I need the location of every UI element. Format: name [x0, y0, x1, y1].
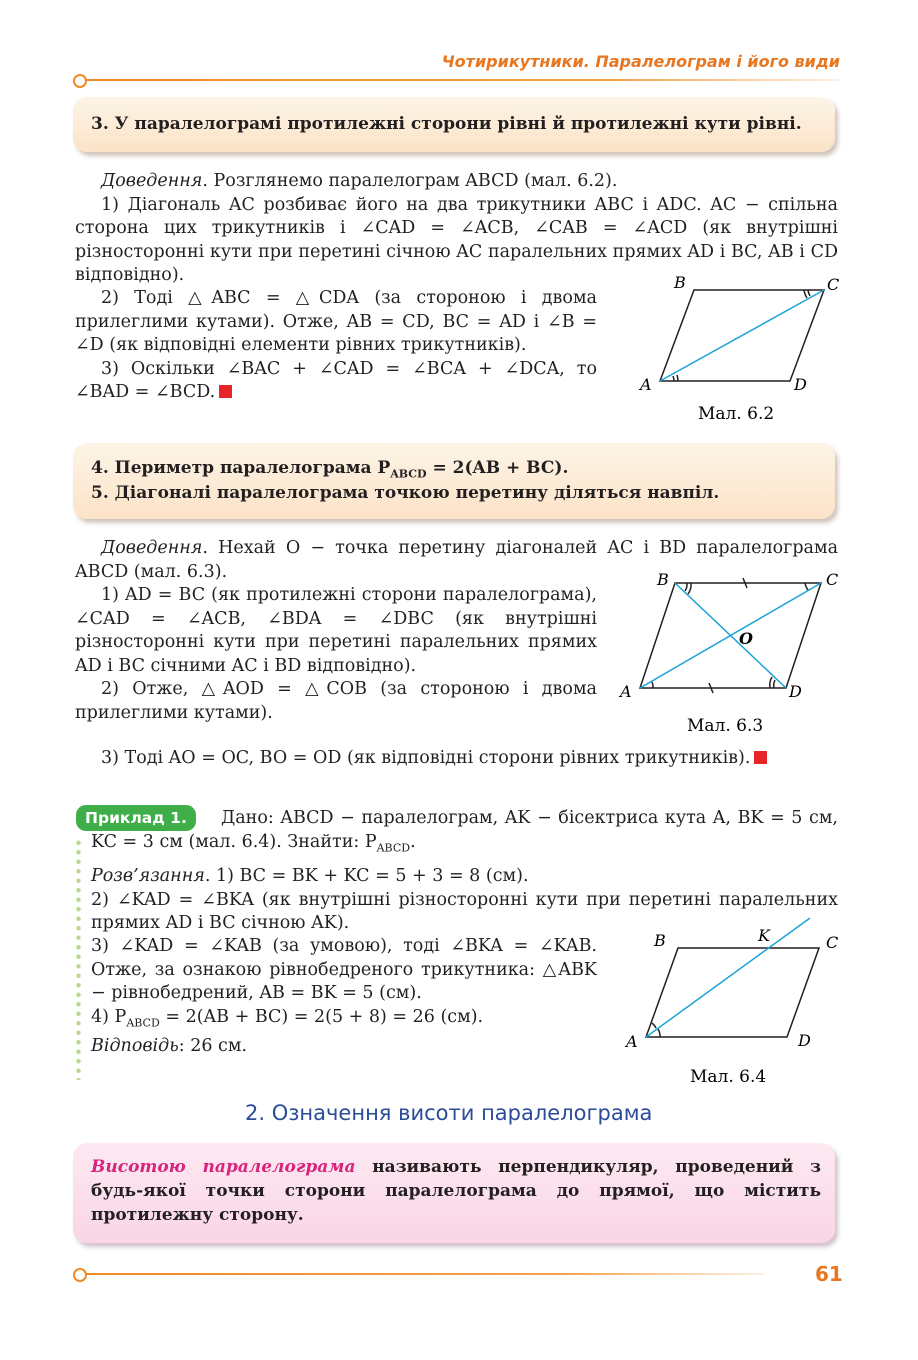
proof-2-end — [75, 747, 838, 771]
angle-arc-c — [805, 583, 808, 590]
vertex-label-c: C — [826, 570, 839, 589]
angle-arc-a — [652, 682, 653, 688]
example-1-badge: Приклад 1. — [76, 805, 196, 831]
answer: Відповідь: 26 см. — [91, 1035, 248, 1056]
theorem-4-text: 4. Периметр паралелограма $P_{ABCD} = 2(AB + BC)$. — [91, 458, 569, 481]
point-label-k: K — [758, 926, 770, 945]
vertex-label-b: B — [657, 570, 669, 589]
vertex-label-a: A — [640, 375, 652, 394]
angle-arc-b-2 — [688, 583, 691, 594]
proof-2-cont — [75, 584, 597, 725]
end-of-proof-mark-2 — [754, 751, 767, 764]
proof-1-step-3: 3) Оскільки ∠BAC + ∠CAD = ∠BCA + ∠DCA, то ∠BAD = ∠BCD. — [75, 358, 597, 402]
example-1-solution-cont — [91, 935, 597, 1058]
section-heading: 2. Означення висоти паралелограма — [245, 1101, 653, 1125]
vertex-label-d: D — [789, 682, 802, 701]
proof-1-lead: Доведення. Розглянемо паралелограм ABCD (мал. 6.2). — [101, 171, 618, 191]
point-label-o: O — [739, 629, 753, 648]
angle-arc-b — [685, 583, 687, 591]
definition-term: Висотою паралелограма — [91, 1157, 356, 1177]
solution-step-3: 3) ∠KAD = ∠KAB (за умовою), тоді ∠BKA = ∠KAB. Отже, за ознакою рівнобедреного трикутника: △ABK − рівнобедрений, AB = BK = 5 (см). — [91, 936, 597, 1003]
solution-label: Розв’язання — [91, 866, 205, 886]
diagonal-ac — [660, 290, 824, 381]
header-rule — [85, 79, 841, 81]
vertex-label-a: A — [620, 682, 632, 701]
end-of-proof-mark — [219, 385, 232, 398]
footer-rule — [85, 1273, 765, 1275]
vertex-label-b: B — [674, 273, 686, 292]
angle-arc-c-2 — [804, 290, 807, 298]
header-rule-ring — [73, 74, 87, 88]
bisector-ak — [646, 918, 810, 1037]
example-dotted-rule — [76, 838, 81, 1080]
solution-step-4: 4) $P_{ABCD} = 2(AB + BC) = 2(5 + 8) = 26$ (см). — [91, 1006, 484, 1029]
figure-6-3-caption: Мал. 6.3 — [687, 716, 764, 736]
solution-step-2: 2) ∠KAD = ∠BKA (як внутрішні різносторонні кути при перетині паралельних прямих AD і BC січною AK). — [91, 889, 838, 933]
solution-step-1: Розв’язання. 1) BC = BK + KC = 5 + 3 = 8 (см). — [91, 866, 529, 886]
vertex-label-c: C — [826, 933, 839, 952]
example-1-given: Дано: ABCD − паралелограм, AK − бісектриса кута A, BK = 5 см, KC = 3 см (мал. 6.4). Знайти: $P_{ABCD}$. — [91, 808, 838, 854]
theorem-4-5-box — [73, 443, 835, 519]
proof-1-step-2: 2) Тоді △ABC = △CDA (за стороною і двома прилеглими кутами). Отже, AB = CD, BC = AD і ∠B = ∠D (як відповідні елементи рівних трикутників). — [75, 288, 597, 355]
definition-box — [73, 1143, 835, 1243]
proof-1-cont — [75, 287, 597, 405]
vertex-label-d: D — [798, 1031, 811, 1050]
theorem-3-box — [73, 97, 835, 152]
angle-arc-a-2 — [652, 1023, 656, 1028]
definition-text: Висотою паралелограма називають перпендикуляр, проведений з будь-якої точки сторони паралелограма до прямої, що містить протилежну сторону. — [91, 1157, 821, 1225]
proof-2-step-1: 1) AD = BC (як протилежні сторони паралелограма), ∠CAD = ∠ACB, ∠BDA = ∠DBC (як внутрішні різносторонні кути при перетині паралельних прямих AD і BC січними AC і BD відповідно). — [75, 585, 597, 676]
page-number: 61 — [815, 1262, 843, 1286]
figure-6-4-caption: Мал. 6.4 — [690, 1067, 767, 1087]
theorem-5-text: 5. Діагоналі паралелограма точкою перетину діляться навпіл. — [91, 483, 720, 503]
answer-label: Відповідь — [91, 1035, 179, 1056]
figure-6-4 — [620, 915, 850, 1087]
parallelogram-abcd — [646, 948, 819, 1037]
angle-arc-c — [808, 290, 810, 296]
proof-1-label: Доведення — [101, 171, 203, 191]
diagonal-bd — [675, 583, 786, 688]
proof-2-step-2: 2) Отже, △AOD = △COB (за стороною і двома прилеглими кутами). — [75, 679, 597, 723]
figure-6-2-caption: Мал. 6.2 — [698, 404, 775, 424]
proof-2-step-3: 3) Тоді AO = OC, BO = OD (як відповідні сторони рівних трикутників). — [75, 747, 838, 771]
footer-rule-ring — [73, 1268, 87, 1282]
proof-2-label: Доведення — [101, 538, 203, 558]
angle-arc-a-1 — [658, 1029, 660, 1037]
angle-arc-d-2 — [770, 677, 772, 688]
vertex-label-d: D — [794, 375, 807, 394]
running-header: Чотирикутники. Паралелограм і його види — [441, 52, 840, 71]
proof-1-step-1: 1) Діагональ AC розбиває його на два трикутники ABC і ADC. AC − спільна сторона цих трикутників і ∠CAD = ∠ACB, ∠CAB = ∠ACD (як внутрішні різносторонні кути при перетині січною AC паралельних прямих AD і BC, AB і CD відповідно). — [75, 194, 838, 285]
theorem-3-text: 3. У паралелограмі протилежні сторони рівні й протилежні кути рівні. — [91, 114, 802, 134]
vertex-label-a: A — [626, 1032, 638, 1051]
vertex-label-c: C — [827, 275, 840, 294]
figure-6-3 — [615, 566, 850, 742]
vertex-label-b: B — [654, 931, 666, 950]
angle-arc-d — [774, 680, 775, 688]
angle-arc-a-2 — [677, 375, 678, 381]
figure-6-2 — [630, 268, 850, 428]
proof-2-lead: Доведення. Нехай O − точка перетину діагоналей AC і BD паралелограма ABCD (мал. 6.3). — [75, 538, 838, 582]
